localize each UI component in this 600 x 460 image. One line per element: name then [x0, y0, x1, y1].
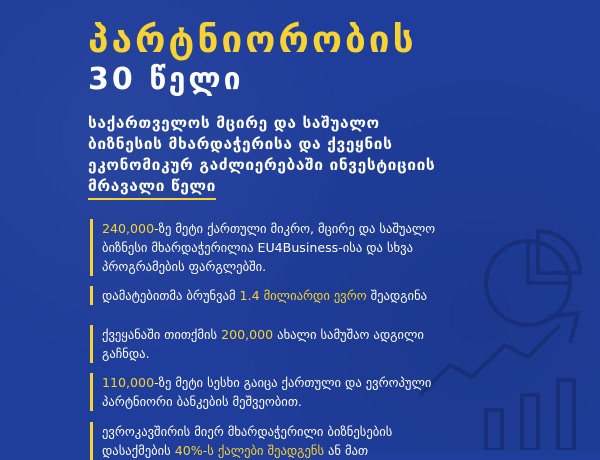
fact-text: დამატებითმა ბრუნვამ [102, 288, 240, 303]
fact-text: -ზე მეტი ქართული მიკრო, მცირე და საშუალო [154, 221, 436, 236]
fact-item [90, 373, 542, 411]
headline-line: საქართველოს მცირე და საშუალო [88, 114, 380, 132]
fact-text: შეადგინა [366, 288, 428, 303]
fact-text: დასაქმების [102, 443, 175, 458]
fact-highlight: 110,000 [102, 375, 155, 390]
fact-text: ბიზნესი მხარდაჭერილია EU4Business-ისა და სხვა [102, 240, 413, 255]
fact-text: ან მათ [324, 443, 369, 458]
fact-text: გაჩნდა. [102, 346, 150, 361]
page-title: პარტნიორობის [88, 18, 417, 61]
fact-highlight: 240,000 [102, 221, 155, 236]
headline-line: ეკონომიკურ გაძლიერებაში ინვესტიციის [88, 156, 436, 174]
fact-text: პროგრამების ფარგლებში. [102, 259, 267, 274]
fact-item [90, 286, 542, 305]
headline-line-underlined: მრავალი წელი [88, 176, 216, 200]
fact-text: ევროკავშირის მიერ მხარდაჭერილი ბიზნესების [102, 424, 393, 439]
fact-text: -ზე მეტი სესხი გაიცა ქართული და ევროპული [154, 375, 432, 390]
fact-item [90, 325, 542, 363]
fact-text: ახალი სამუშაო ადგილი [273, 327, 424, 342]
fact-highlight: 200,000 [221, 327, 274, 342]
fact-item [90, 219, 542, 276]
fact-highlight: 1.4 მილიარდი ევრო [239, 288, 367, 303]
page-subtitle-years: 30 წელი [88, 62, 244, 97]
headline-line: ბიზნესის მხარდაჭერისა და ქვეყნის [88, 135, 393, 153]
fact-text: ქვეყანაში თითქმის [102, 327, 222, 342]
fact-item [90, 422, 542, 460]
fact-highlight: 40%-ს ქალები შეადგენს [174, 443, 325, 458]
fact-text: პარტნიორი ბანკების მეშვეობით. [102, 394, 302, 409]
headline-block [88, 113, 528, 200]
